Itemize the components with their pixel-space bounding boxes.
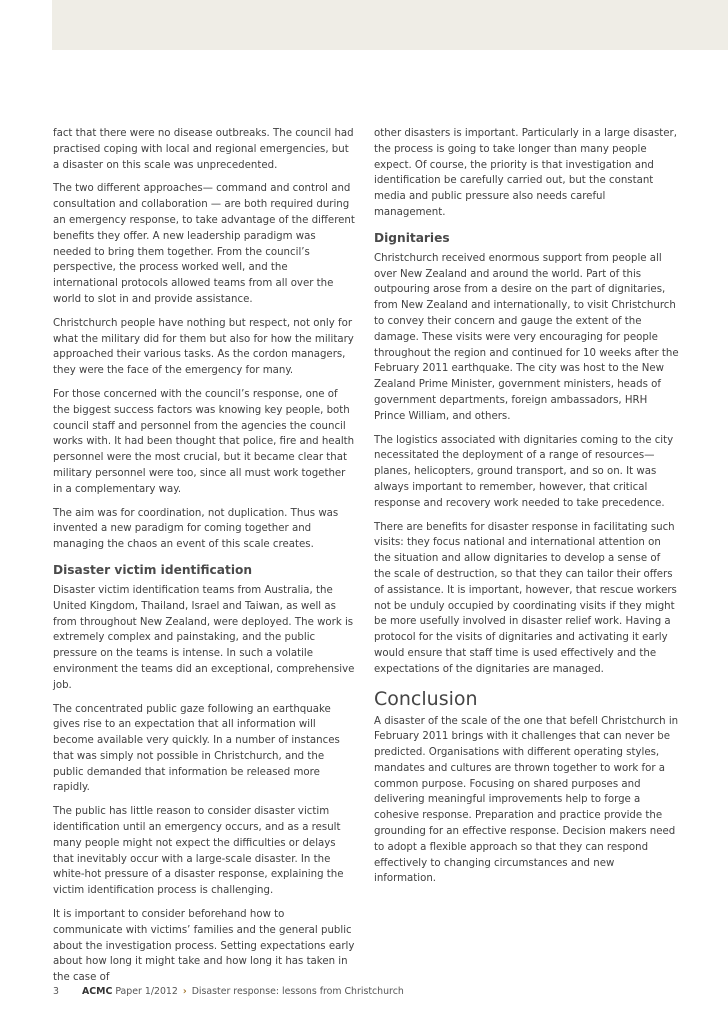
page-footer — [53, 986, 404, 997]
footer-brand: ACMC — [81, 986, 113, 997]
paragraph: There are benefits for disaster response in facilitating such visits: they focus national and international attention on the situation and allow dignitaries to develop a sense of the scale of destruction, so that they can tailor their offers of assistance. It is important, however, that rescue workers not be unduly occupied by coordinating visits if they might be more usefully involved in disaster relief work. Having a protocol for the visits of dignitaries and activating it early would ensure that staff time is used effectively and the expectations of the dignitaries are managed. — [374, 521, 677, 675]
page-number: 3 — [53, 986, 59, 997]
section-heading-dvi: Disaster victim identification — [53, 562, 253, 577]
footer-paper: Paper 1/2012 — [115, 986, 178, 997]
right-column — [374, 126, 679, 895]
paragraph: The concentrated public gaze following an earthquake gives rise to an expectation that all information will become available very quickly. In a number of instances that was simply not possible in Christchurch, and the public demanded that information be released more rapidly. — [53, 703, 340, 794]
paragraph: Christchurch received enormous support from people all over New Zealand and around the world. Part of this outpouring arose from a desire on the part of dignitaries, from New Zealand and internationally, to visit Christchurch to convey their concern and gauge the extent of the damage. These visits were very encouraging for people throughout the region and continued for 10 weeks after the February 2011 earthquake. The city was host to the New Zealand Prime Minister, government ministers, heads of government departments, foreign ambassadors, HRH Prince William, and others. — [374, 252, 679, 422]
section-heading-dignitaries: Dignitaries — [374, 230, 450, 245]
paragraph: other disasters is important. Particularly in a large disaster, the process is going to take longer than many people expect. Of course, the priority is that investigation and identification be carefully carried out, but the constant media and public pressure also needs careful management. — [374, 128, 677, 218]
paragraph: It is important to consider beforehand how to communicate with victims’ families and the general public about the investigation process. Setting expectations early about how long it might take and how long it has taken in the case of — [53, 909, 355, 984]
paragraph: fact that there were no disease outbreaks. The council had practised coping with local and regional emergencies, but a disaster on this scale was unprecedented. — [53, 128, 354, 171]
paragraph: Disaster victim identification teams from Australia, the United Kingdom, Thailand, Israel and Taiwan, as well as from throughout New Zealand, were deployed. The work is extremely complex and painstaking, and the public pressure on the teams is intense. In such a volatile environment the teams did an exceptional, comprehensive job. — [53, 584, 355, 691]
paragraph: The public has little reason to consider disaster victim identification until an emergency occurs, and as a result many people might not expect the difficulties or delays that inevitably occur with a large-scale disaster. In the white-hot pressure of a disaster response, explaining the victim identification process is challenging. — [53, 806, 344, 897]
paragraph: Christchurch people have nothing but respect, not only for what the military did for them but also for how the military approached their various tasks. As the cordon managers, they were the face of the emergency for many. — [53, 317, 354, 377]
footer-title: Disaster response: lessons from Christchurch — [191, 986, 404, 997]
paragraph: For those concerned with the council’s response, one of the biggest success factors was knowing key people, both council staff and personnel from the agencies the council works with. It had been thought that police, fire and health personnel were the most crucial, but it became clear that military personnel were too, since all must work together in a complementary way. — [53, 388, 355, 495]
paragraph: The two different approaches— command and control and consultation and collaboration — are both required during an emergency response, to take advantage of the different benefits they offer. A new leadership paradigm was needed to bring them together. From the council’s perspective, the process worked well, and the international protocols allowed teams from all over the world to slot in and provide assistance. — [53, 183, 355, 305]
left-column — [53, 126, 355, 994]
paragraph: The aim was for coordination, not duplication. Thus was invented a new paradigm for coming together and managing the chaos an event of this scale creates. — [53, 507, 339, 551]
section-heading-conclusion: Conclusion — [374, 687, 478, 710]
header-band — [52, 0, 728, 50]
chevron-right-icon: › — [182, 986, 187, 997]
paragraph: A disaster of the scale of the one that befell Christchurch in February 2011 brings with it challenges that can never be predicted. Organisations with different operating styles, mandates and cultures are thrown together to work for a common purpose. Focusing on shared purposes and delivering meaningful improvements help to forge a cohesive response. Preparation and practice provide the grounding for an effective response. Decision makers need to adopt a flexible approach so that they can respond effectively to changing circumstances and new information. — [374, 715, 679, 885]
paragraph: The logistics associated with dignitaries coming to the city necessitated the deployment of a range of resources— planes, helicopters, ground transport, and so on. It was always important to remember, however, that critical response and recovery work needed to take precedence. — [374, 434, 674, 509]
